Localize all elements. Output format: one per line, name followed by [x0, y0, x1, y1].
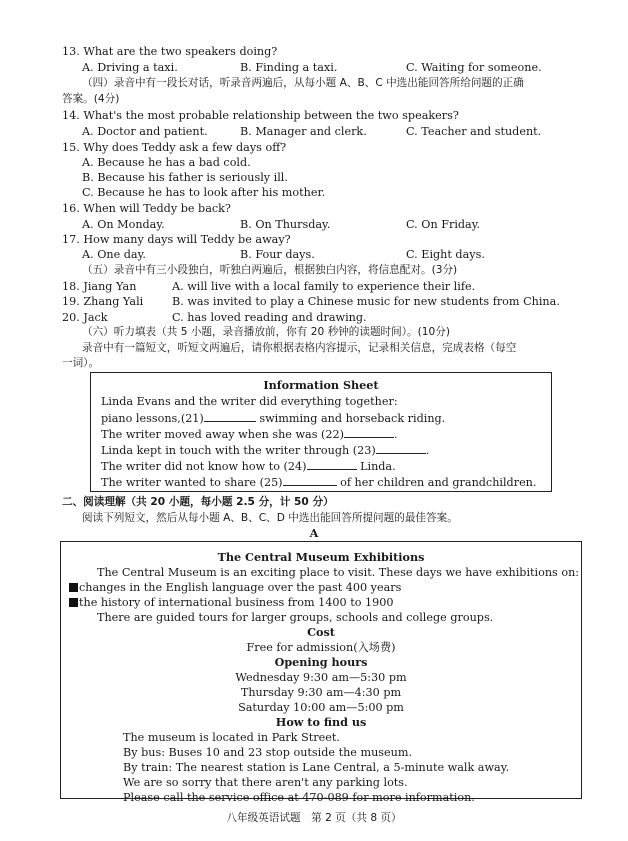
q14-option-c: C. Teacher and student.: [406, 125, 542, 138]
part4-instruction: （四）录音中有一段长对话，听录音两遍后，从每小题 A、B、C 中选出能回答所给问题的正确: [82, 77, 524, 89]
q14-option-b: B. Manager and clerk.: [240, 125, 367, 138]
part6-description-cont: 一词）。: [62, 357, 100, 369]
guided-tours: There are guided tours for larger groups, schools and college groups.: [97, 611, 494, 624]
part4-instruction-cont: 答案。(4分): [62, 93, 120, 105]
page-footer: 八年级英语试题 第 2 页（共 8 页）: [226, 812, 402, 824]
info-line-4-prefix: Linda kept in touch with the writer through (23): [101, 444, 376, 457]
info-line-5: [101, 458, 396, 474]
match-20-person: 20. Jack: [62, 311, 108, 324]
match-option-c: C. has loved reading and drawing.: [172, 311, 367, 324]
match-18-person: 18. Jiang Yan: [62, 280, 137, 293]
hours-thursday: Thursday 9:30 am—4:30 pm: [240, 686, 402, 699]
q16-option-b: B. On Thursday.: [240, 218, 331, 231]
info-line-6-suffix: of her children and grandchildren.: [340, 476, 537, 489]
info-line-4: [101, 442, 429, 458]
match-option-b: B. was invited to play a Chinese music for new students from China.: [172, 295, 560, 308]
blank-23[interactable]: [376, 442, 426, 454]
find-location: The museum is located in Park Street.: [123, 731, 340, 744]
reading-section-heading: 二、阅读理解（共 20 小题，每小题 2.5 分，计 50 分）: [62, 496, 334, 508]
q16-option-c: C. On Friday.: [406, 218, 481, 231]
blank-24[interactable]: [307, 458, 357, 470]
passage-label: A: [309, 526, 319, 540]
find-us-heading: How to find us: [275, 715, 367, 729]
bullet-square-icon: [69, 583, 78, 592]
hours-saturday: Saturday 10:00 am—5:00 pm: [238, 701, 404, 714]
part6-description: 录音中有一篇短文，听短文两遍后，请你根据表格内容提示，记录相关信息，完成表格（每空: [82, 342, 517, 354]
blank-25[interactable]: [283, 474, 337, 486]
find-contact: Please call the service office at 470-089 for more information.: [123, 791, 475, 804]
exhibition-item-1: [69, 580, 401, 595]
find-bus: By bus: Buses 10 and 23 stop outside the museum.: [123, 746, 413, 759]
match-option-a: A. will live with a local family to experience their life.: [172, 280, 476, 293]
cost-text: Free for admission(入场费): [246, 641, 396, 654]
info-line-5-prefix: The writer did not know how to (24): [101, 460, 307, 473]
match-19-person: 19. Zhang Yali: [62, 295, 144, 308]
info-line-1: Linda Evans and the writer did everything together:: [101, 395, 398, 408]
question-16: 16. When will Teddy be back?: [62, 202, 231, 215]
info-line-4-suffix: .: [425, 444, 430, 457]
museum-intro: The Central Museum is an exciting place to visit. These days we have exhibitions on:: [97, 566, 580, 579]
museum-notice: [60, 541, 582, 804]
reading-instruction: 阅读下列短文，然后从每小题 A、B、C、D 中选出能回答所提问题的最佳答案。: [82, 512, 458, 524]
question-13: 13. What are the two speakers doing?: [62, 45, 278, 58]
q14-option-a: A. Doctor and patient.: [82, 125, 208, 138]
info-line-6-prefix: The writer wanted to share (25): [101, 476, 283, 489]
info-sheet-title: Information Sheet: [263, 378, 379, 392]
q17-option-c: C. Eight days.: [406, 248, 485, 261]
info-line-2-prefix: piano lessons,(21): [101, 412, 204, 425]
blank-21[interactable]: [204, 410, 256, 422]
find-parking: We are so sorry that there aren't any parking lots.: [123, 776, 408, 789]
part6-instruction: （六）听力填表（共 5 小题，录音播放前，你有 20 秒钟的读题时间）。(10分): [82, 326, 450, 338]
info-line-2-suffix: swimming and horseback riding.: [259, 412, 446, 425]
q13-option-a: A. Driving a taxi.: [82, 61, 178, 74]
q13-option-c: C. Waiting for someone.: [406, 61, 542, 74]
info-line-6: [101, 474, 536, 490]
q16-option-a: A. On Monday.: [82, 218, 165, 231]
info-line-3-prefix: The writer moved away when she was (22): [101, 428, 344, 441]
exhibition-item-2-text: the history of international business from 1400 to 1900: [79, 596, 394, 609]
q15-option-c: C. Because he has to look after his mother.: [82, 186, 326, 199]
question-15: 15. Why does Teddy ask a few days off?: [62, 141, 287, 154]
find-train: By train: The nearest station is Lane Central, a 5-minute walk away.: [123, 761, 510, 774]
q17-option-a: A. One day.: [82, 248, 146, 261]
info-line-2: [101, 410, 445, 426]
question-14: 14. What's the most probable relationship between the two speakers?: [62, 109, 459, 122]
exhibition-item-2: [69, 595, 393, 610]
museum-title: The Central Museum Exhibitions: [217, 550, 425, 564]
info-line-3-suffix: .: [393, 428, 398, 441]
cost-heading: Cost: [307, 625, 335, 639]
q15-option-a: A. Because he has a bad cold.: [82, 156, 251, 169]
information-sheet: [90, 372, 552, 492]
question-17: 17. How many days will Teddy be away?: [62, 233, 291, 246]
q17-option-b: B. Four days.: [240, 248, 315, 261]
q15-option-b: B. Because his father is seriously ill.: [82, 171, 288, 184]
exhibition-item-1-text: changes in the English language over the past 400 years: [79, 581, 402, 594]
info-line-3: [101, 426, 398, 442]
hours-wednesday: Wednesday 9:30 am—5:30 pm: [235, 671, 407, 684]
blank-22[interactable]: [344, 426, 394, 438]
part5-instruction: （五）录音中有三小段独白，听独白两遍后，根据独白内容，将信息配对。(3分): [82, 264, 458, 276]
info-line-5-suffix: Linda.: [360, 460, 396, 473]
q13-option-b: B. Finding a taxi.: [240, 61, 338, 74]
hours-heading: Opening hours: [274, 655, 368, 669]
bullet-square-icon: [69, 598, 78, 607]
